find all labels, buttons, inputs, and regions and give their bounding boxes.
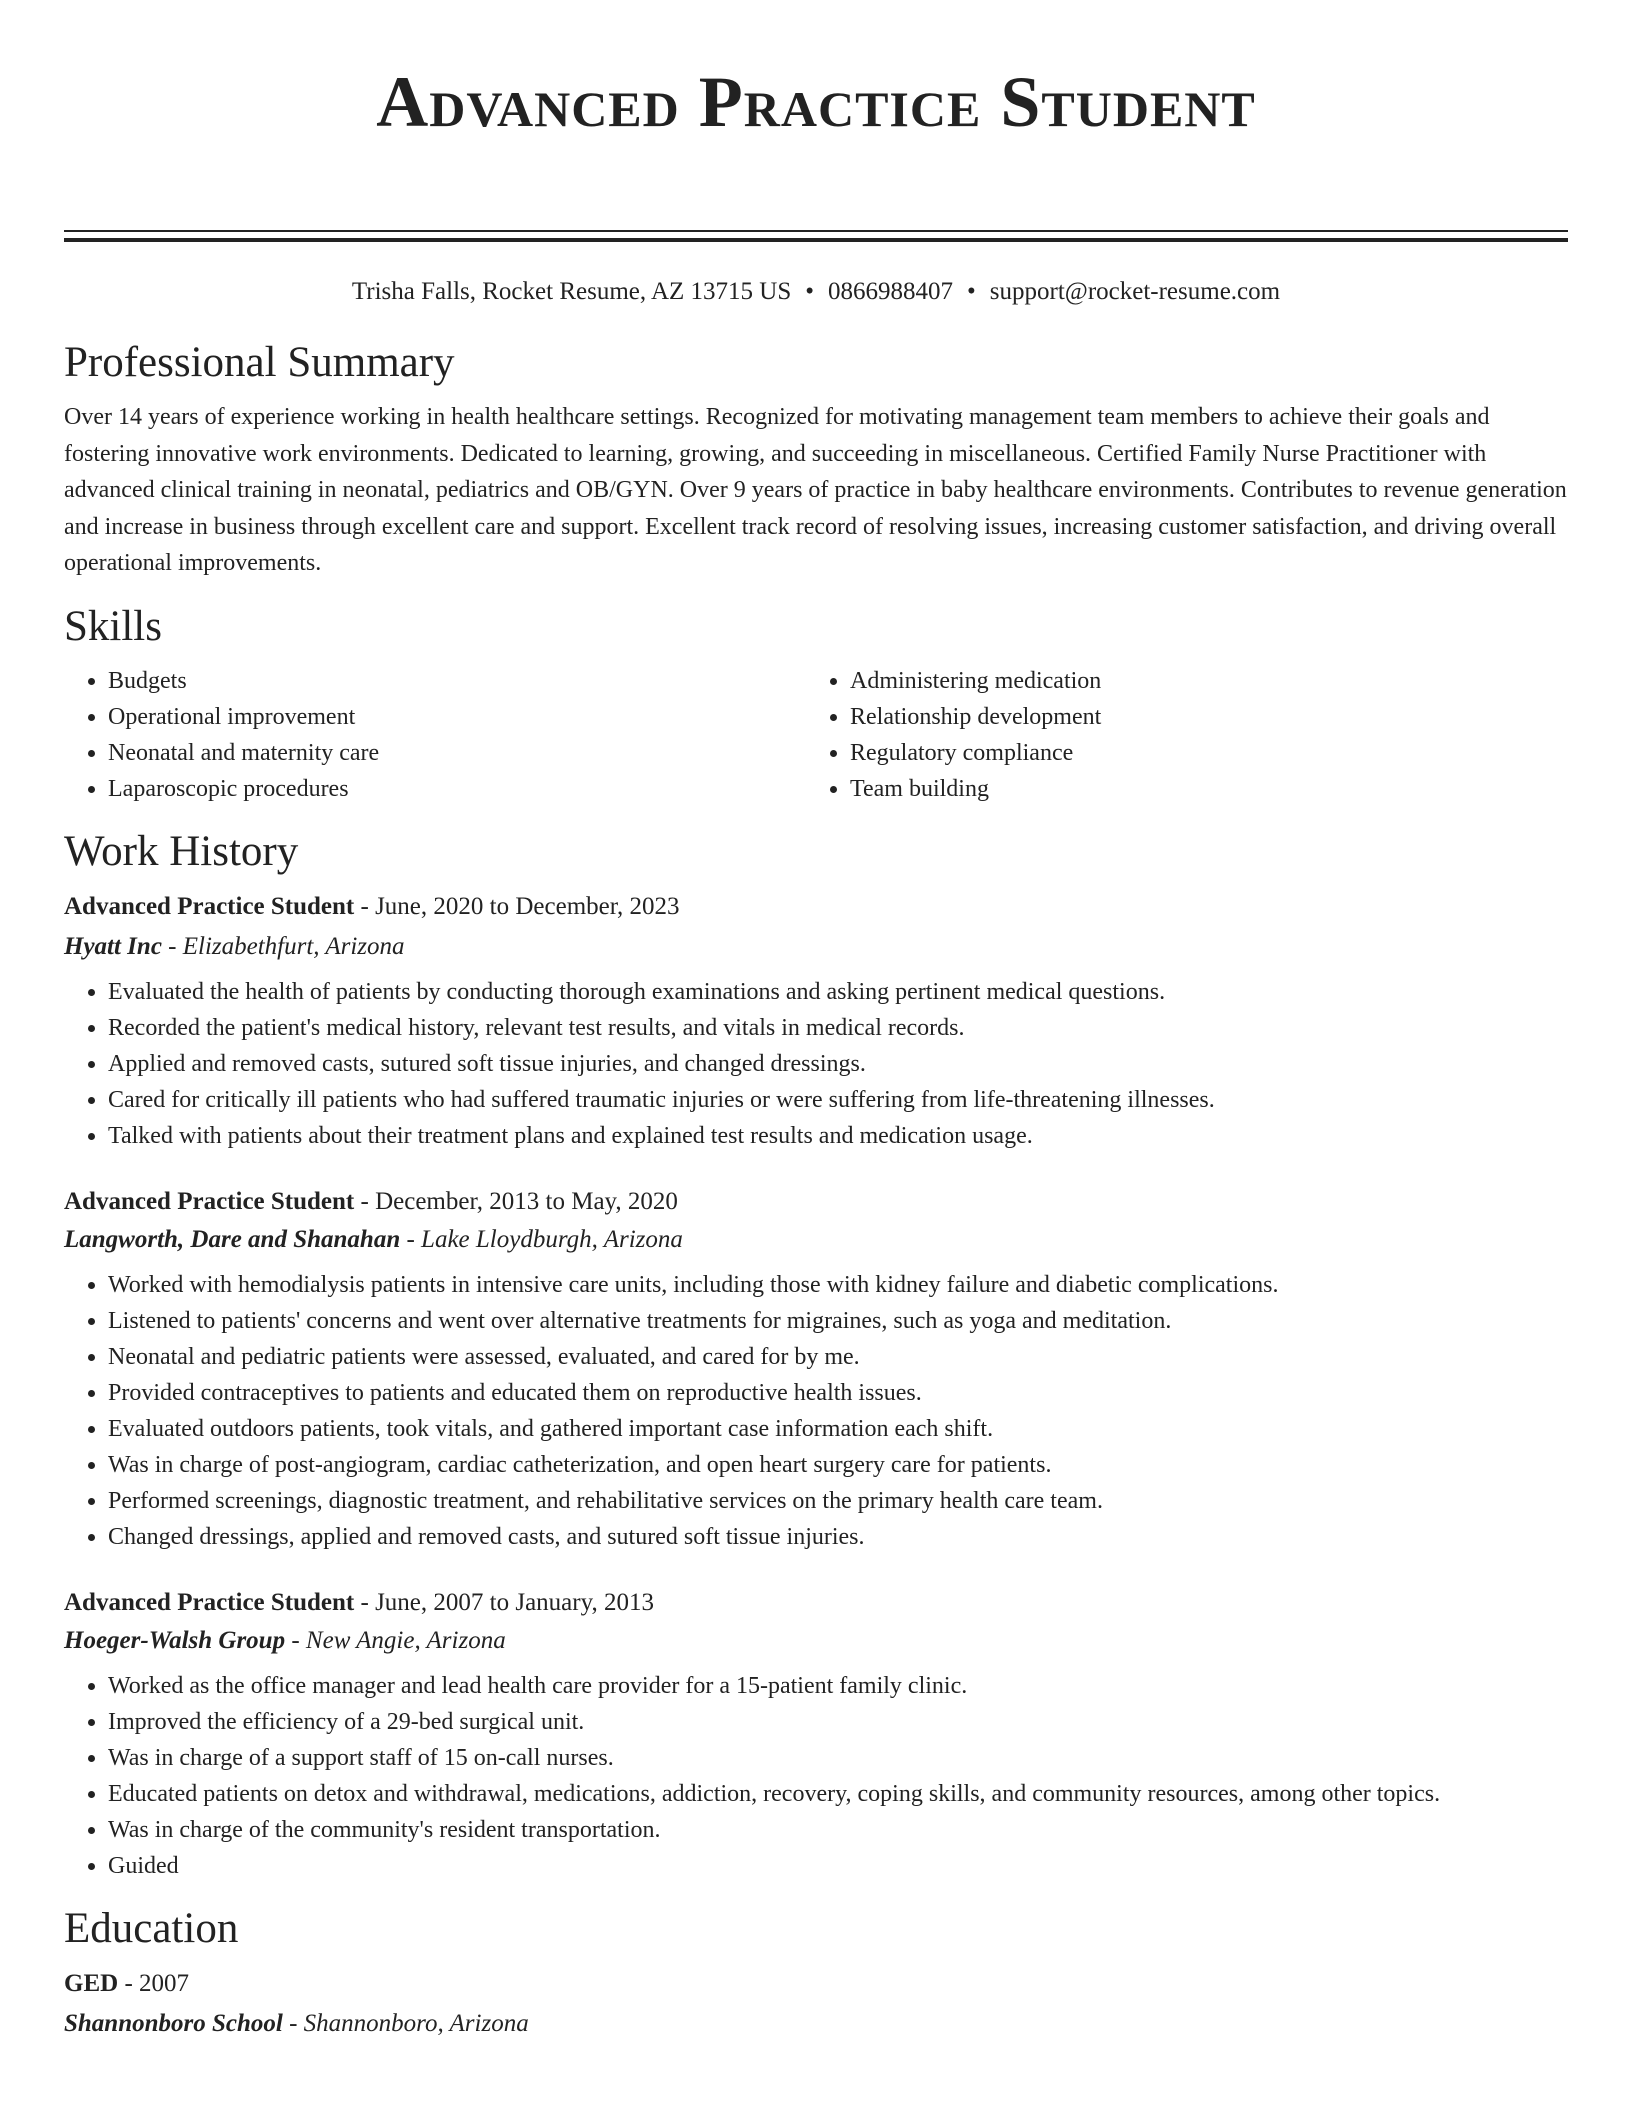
skill-item: • Operational improvement: [108, 699, 806, 735]
job-entry: [64, 891, 1568, 1154]
skills-list: [64, 663, 1568, 807]
contact-separator: •: [967, 278, 976, 305]
skills-column-left: [64, 663, 806, 807]
job-company-line: [64, 931, 1568, 963]
job-bullet: • Was in charge of the community's resident transportation.: [108, 1812, 1568, 1848]
job-bullet: • Worked as the office manager and lead health care provider for a 15-patient family clinic.: [108, 1668, 1568, 1704]
job-location: - Elizabethfurt, Arizona: [161, 932, 405, 960]
education-degree: GED: [64, 1969, 119, 1997]
job-role: Advanced Practice Student: [64, 1187, 355, 1215]
job-bullet: • Evaluated outdoors patients, took vitals, and gathered important case information each shift.: [108, 1411, 1568, 1447]
job-bullet: • Was in charge of a support staff of 15 on-call nurses.: [108, 1740, 1568, 1776]
job-company-line: [64, 1224, 1568, 1256]
job-role: Advanced Practice Student: [64, 892, 355, 920]
skill-item: • Administering medication: [850, 663, 1548, 699]
education-heading: Education: [64, 1904, 239, 1952]
education-school-line: [64, 2008, 1568, 2040]
job-bullets: [64, 974, 1568, 1154]
skill-item: • Budgets: [108, 663, 806, 699]
job-bullet: • Performed screenings, diagnostic treatment, and rehabilitative services on the primary health care team.: [108, 1483, 1568, 1519]
job-bullet: • Provided contraceptives to patients and educated them on reproductive health issues.: [108, 1375, 1568, 1411]
job-bullet: • Worked with hemodialysis patients in intensive care units, including those with kidney failure and diabetic complications.: [108, 1267, 1568, 1303]
job-dates: - June, 2020 to December, 2023: [354, 892, 680, 920]
education-school: Shannonboro School: [64, 2009, 283, 2037]
job-bullet: • Talked with patients about their treatment plans and explained test results and medication usage.: [108, 1118, 1568, 1154]
job-bullet: • Listened to patients' concerns and went over alternative treatments for migraines, such as yoga and meditation.: [108, 1303, 1568, 1339]
skill-item: • Team building: [850, 771, 1548, 807]
education-location: - Shannonboro, Arizona: [282, 2009, 529, 2037]
job-company-line: [64, 1625, 1568, 1657]
job-bullet: • Recorded the patient's medical history, relevant test results, and vitals in medical records.: [108, 1010, 1568, 1046]
job-bullet: • Educated patients on detox and withdrawal, medications, addiction, recovery, coping skills, and community resources, among other topics.: [108, 1776, 1568, 1812]
job-bullet: • Improved the efficiency of a 29-bed surgical unit.: [108, 1704, 1568, 1740]
title-divider: [64, 230, 1568, 232]
job-company: Hoeger-Walsh Group: [64, 1626, 286, 1654]
summary-heading: Professional Summary: [64, 339, 455, 386]
contact-address: Trisha Falls, Rocket Resume, AZ 13715 US: [351, 278, 792, 305]
skills-column-right: [806, 663, 1548, 807]
job-company: Hyatt Inc: [64, 932, 162, 960]
job-bullet: • Applied and removed casts, sutured soft tissue injuries, and changed dressings.: [108, 1046, 1568, 1082]
skills-heading: Skills: [64, 602, 162, 650]
job-location: - Lake Lloydburgh, Arizona: [400, 1225, 683, 1253]
skill-item: • Laparoscopic procedures: [108, 771, 806, 807]
contact-separator: •: [805, 278, 815, 305]
job-entry: [64, 1186, 1568, 1555]
contact-email[interactable]: support@rocket-resume.com: [989, 278, 1281, 305]
job-bullet: • Neonatal and pediatric patients were assessed, evaluated, and cared for by me.: [108, 1339, 1568, 1375]
job-bullets: [64, 1668, 1568, 1884]
contact-phone: 0866988407: [828, 278, 954, 305]
education-entry: [64, 1968, 1568, 2040]
skill-item: • Relationship development: [850, 699, 1548, 735]
job-title-line: [64, 891, 1568, 923]
job-company: Langworth, Dare and Shanahan: [64, 1225, 401, 1253]
job-dates: - June, 2007 to January, 2013: [354, 1588, 654, 1616]
education-year: - 2007: [118, 1969, 190, 1997]
job-location: - New Angie, Arizona: [285, 1626, 506, 1654]
resume-title: Advanced Practice Student: [376, 62, 1256, 142]
job-bullet: • Cared for critically ill patients who had suffered traumatic injuries or were suffering from life-threatening illnesses.: [108, 1082, 1568, 1118]
job-role: Advanced Practice Student: [64, 1588, 355, 1616]
job-title-line: [64, 1186, 1568, 1218]
job-bullet: • Guided: [108, 1848, 1568, 1884]
title-divider-thick: [64, 238, 1568, 242]
job-bullet: • Changed dressings, applied and removed casts, and sutured soft tissue injuries.: [108, 1519, 1568, 1555]
job-title-line: [64, 1587, 1568, 1619]
job-bullet: • Was in charge of post-angiogram, cardiac catheterization, and open heart surgery care for patients.: [108, 1447, 1568, 1483]
work-history-heading: Work History: [64, 827, 299, 875]
summary-text: Over 14 years of experience working in health healthcare settings. Recognized for motivating management team members to achieve their goals and fostering innovative work environments. Dedicated to learning, growing, and succeeding in miscellaneous. Certified Family Nurse Practitioner with advanced clinical training in neonatal, pediatrics and OB/GYN. Over 9 years of practice in baby healthcare environments. Contributes to revenue generation and increase in business through excellent care and support. Excellent track record of resolving issues, increasing customer satisfaction, and driving overall operational improvements.: [64, 404, 1567, 576]
skill-item: • Neonatal and maternity care: [108, 735, 806, 771]
job-bullets: [64, 1267, 1568, 1555]
job-dates: - December, 2013 to May, 2020: [354, 1187, 678, 1215]
education-degree-line: [64, 1968, 1568, 2000]
contact-line: [64, 276, 1568, 308]
skill-item: • Regulatory compliance: [850, 735, 1548, 771]
job-bullet: • Evaluated the health of patients by conducting thorough examinations and asking pertinent medical questions.: [108, 974, 1568, 1010]
job-entry: [64, 1587, 1568, 1884]
